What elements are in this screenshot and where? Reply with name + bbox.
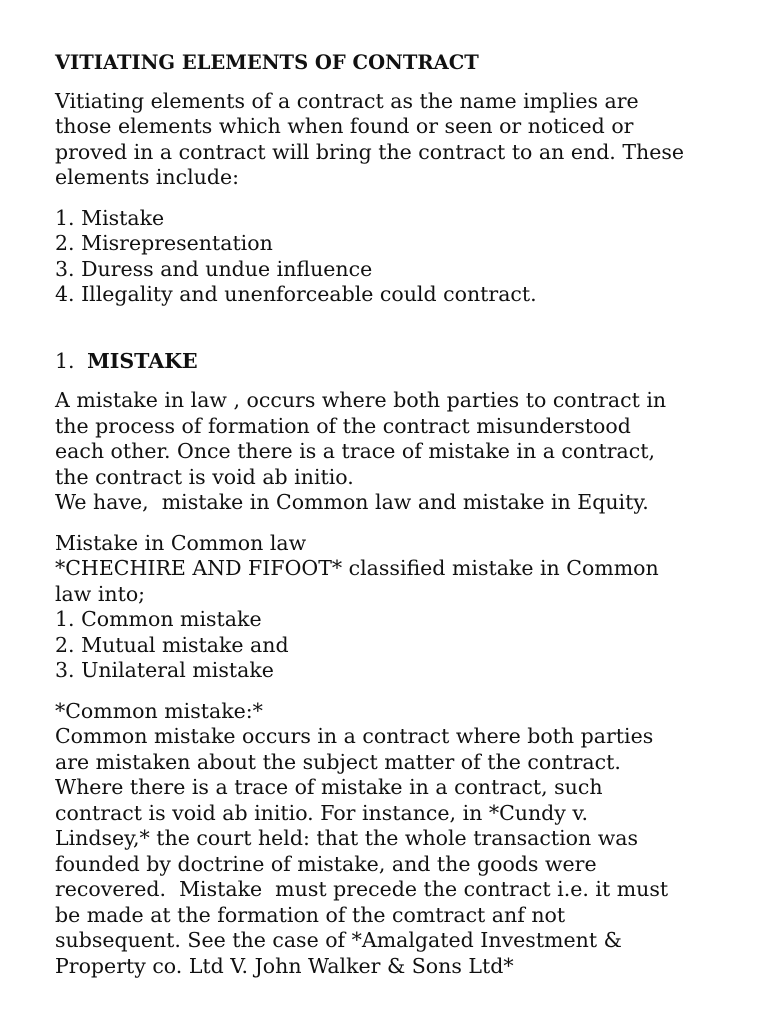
paragraph-line: are mistaken about the subject matter of the contract. xyxy=(55,749,621,774)
paragraph-line: each other. Once there is a trace of mistake in a contract, xyxy=(55,439,655,463)
section-heading-mistake xyxy=(55,349,720,375)
paragraph-line: Lindsey,* the court held: that the whole transaction was xyxy=(55,826,639,850)
intro-paragraph xyxy=(55,89,720,191)
common-law-paragraph xyxy=(55,531,720,684)
paragraph-line: the contract is void ab initio. xyxy=(55,464,354,489)
paragraph-line: Where there is a trace of mistake in a contract, such xyxy=(55,775,603,799)
paragraph-line: be made at the formation of the comtract anf not xyxy=(55,902,566,927)
paragraph-line: Property co. Ltd V. John Walker & Sons Ltd* xyxy=(55,953,514,978)
paragraph-line: contract is void ab initio. For instance, in *Cundy v. xyxy=(55,800,589,825)
list-item: 1. Mistake xyxy=(55,205,165,230)
section-number: 1. xyxy=(55,348,75,373)
list-item: 3. Duress and undue influence xyxy=(55,256,373,281)
document-title: VITIATING ELEMENTS OF CONTRACT xyxy=(55,51,479,74)
paragraph-line: A mistake in law , occurs where both parties to contract in xyxy=(55,388,667,412)
intro-line: those elements which when found or seen or noticed or xyxy=(55,114,634,138)
list-item: 4. Illegality and unenforceable could contract. xyxy=(55,282,537,306)
paragraph-line: recovered. Mistake must precede the contract i.e. it must xyxy=(55,877,669,901)
common-mistake-paragraph xyxy=(55,699,720,980)
list-item: 2. Mutual mistake and xyxy=(55,632,289,657)
intro-line: Vitiating elements of a contract as the name implies are xyxy=(55,88,639,113)
section-title: MISTAKE xyxy=(87,348,198,373)
intro-line: elements include: xyxy=(55,165,240,189)
paragraph-line: law into; xyxy=(55,581,146,606)
list-item: 2. Misrepresentation xyxy=(55,231,273,255)
document-page xyxy=(55,50,720,979)
paragraph-line: *CHECHIRE AND FIFOOT* classified mistake in Common xyxy=(55,556,659,580)
mistake-definition-paragraph xyxy=(55,388,720,516)
elements-list xyxy=(55,206,720,308)
subheading-line: *Common mistake:* xyxy=(55,698,263,723)
paragraph-line: founded by doctrine of mistake, and the goods were xyxy=(55,851,597,876)
paragraph-line: Mistake in Common law xyxy=(55,530,307,555)
paragraph-line: We have, mistake in Common law and mistake in Equity. xyxy=(55,490,649,514)
paragraph-line: the process of formation of the contract misunderstood xyxy=(55,413,631,438)
paragraph-line: Common mistake occurs in a contract where both parties xyxy=(55,724,654,748)
intro-line: proved in a contract will bring the contract to an end. These xyxy=(55,139,685,164)
list-item: 1. Common mistake xyxy=(55,607,262,631)
list-item: 3. Unilateral mistake xyxy=(55,658,274,682)
paragraph-line: subsequent. See the case of *Amalgated Investment & xyxy=(55,928,622,952)
